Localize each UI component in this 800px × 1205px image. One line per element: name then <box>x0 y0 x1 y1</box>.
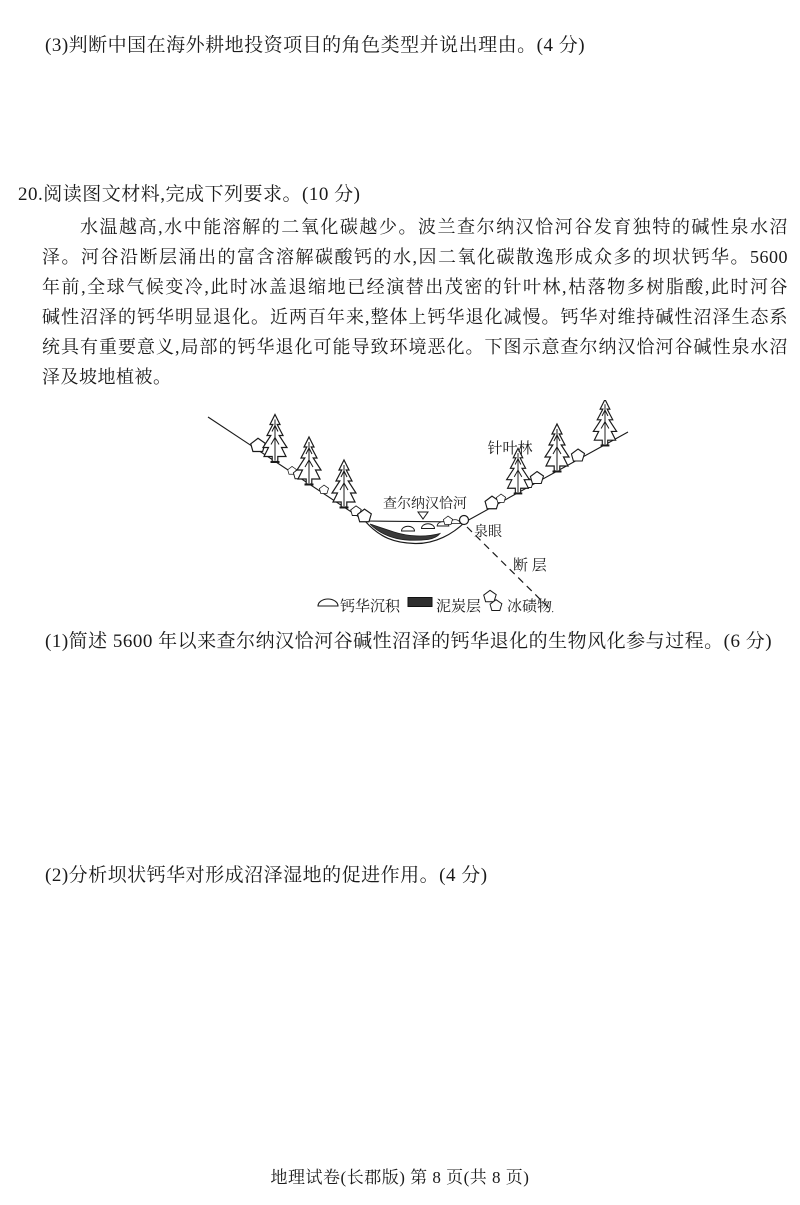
travertine-dome-icon <box>318 599 338 606</box>
page-footer: 地理试卷(长郡版) 第 8 页(共 8 页) <box>270 1168 530 1187</box>
paragraph-line: 泽及坡地植被。 <box>42 367 172 387</box>
moraine-rock-icon <box>251 438 265 451</box>
question-1-text: (1)简述 5600 年以来查尔纳汉恰河谷碱性沼泽的钙华退化的生物风化参与过程。(6 分) <box>45 631 773 652</box>
moraine-rock-icon <box>571 449 584 461</box>
spring-label: 泉眼 <box>474 525 502 540</box>
fault-label: 断 层 <box>513 558 547 574</box>
spring-circle-icon <box>460 516 469 525</box>
conifer-tree-icon <box>593 400 616 445</box>
paragraph-line: 碱性沼泽的钙华明显退化。近两百年来,整体上钙华退化减慢。钙华对维持碱性沼泽生态系 <box>42 307 788 327</box>
moraine-rock-icon <box>443 516 452 524</box>
river-label: 查尔纳汉恰河 <box>383 497 467 512</box>
material-paragraph <box>42 212 788 392</box>
question-3-text: (3)判断中国在海外耕地投资项目的角色类型并说出理由。(4 分) <box>45 35 586 56</box>
question-2-text: (2)分析坝状钙华对形成沼泽湿地的促进作用。(4 分) <box>45 865 488 886</box>
legend-label: 泥炭层 <box>436 599 482 615</box>
legend-label: 冰碛物 <box>507 599 553 615</box>
forest-label: 针叶林 <box>487 441 533 457</box>
conifer-tree-icon <box>545 424 569 472</box>
moraine-rock-icon <box>530 472 543 484</box>
question-20-header: 20.阅读图文材料,完成下列要求。(10 分) <box>18 184 361 205</box>
conifer-tree-icon <box>297 437 321 485</box>
paragraph-line: 泽。河谷沿断层涌出的富含溶解碳酸钙的水,因二氧化碳散逸形成众多的坝状钙华。5600 <box>42 247 788 267</box>
paragraph-line: 水温越高,水中能溶解的二氧化碳越少。波兰查尔纳汉恰河谷发育独特的碱性泉水沼 <box>80 217 788 237</box>
conifer-tree-icon <box>332 460 356 508</box>
moraine-rocks-icon <box>484 590 496 601</box>
moraine-rock-icon <box>496 494 505 502</box>
peat-layer-icon <box>408 598 432 607</box>
legend-label: 钙华沉积 <box>340 599 401 615</box>
moraine-rock-icon <box>319 485 328 493</box>
paragraph-line: 年前,全球气候变冷,此时冰盖退缩地已经演替出茂密的针叶林,枯落物多树脂酸,此时河谷 <box>42 277 788 297</box>
water-level-icon <box>418 512 428 519</box>
paragraph-line: 统具有重要意义,局部的钙华退化可能导致环境恶化。下图示意查尔纳汉恰河谷碱性泉水沼 <box>42 337 788 357</box>
valley-cross-section-diagram <box>190 400 660 625</box>
diagram-legend <box>318 590 552 615</box>
conifer-tree-icon <box>263 415 287 463</box>
